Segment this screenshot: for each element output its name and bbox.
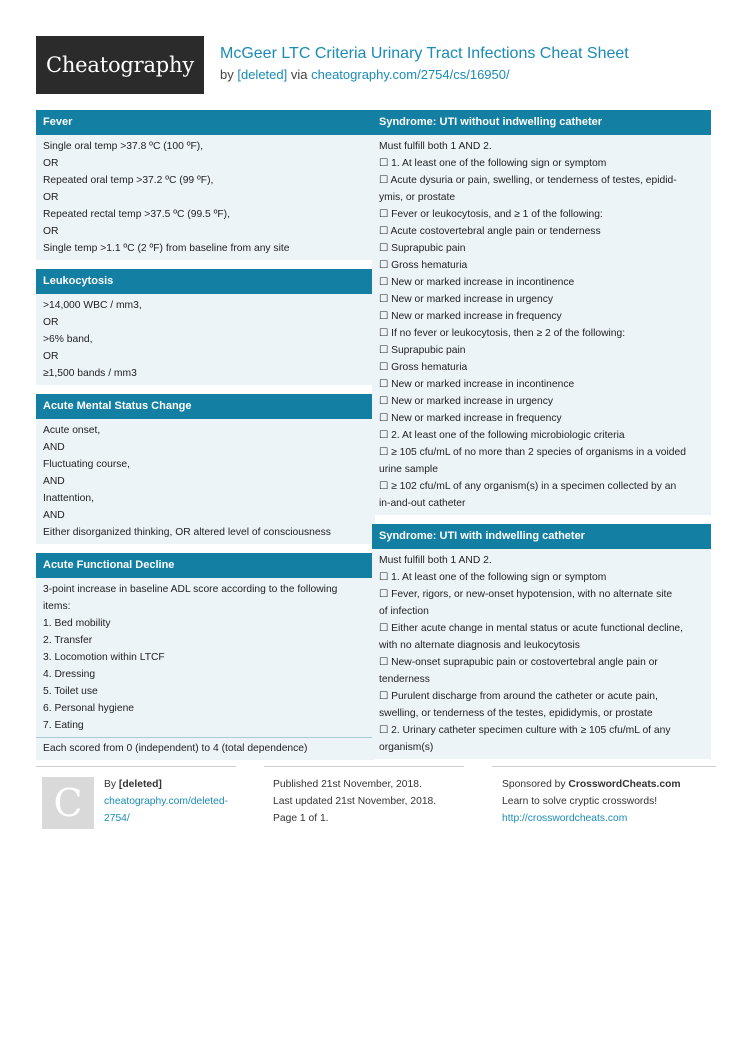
- section-body: [36, 294, 375, 385]
- section-line: in-and-out catheter: [379, 498, 466, 509]
- section-line: Either disorganized thinking, OR altered level of consciousness: [43, 527, 331, 538]
- footer-dates: [273, 776, 436, 827]
- section-line: ☐ Suprapubic pain: [379, 345, 466, 356]
- page-count: Page 1 of 1.: [273, 813, 329, 824]
- section-line: ☐ 1. At least one of the following sign or symptom: [379, 158, 607, 169]
- section-title: Acute Mental Status Change: [36, 394, 375, 419]
- footer-divider: [36, 766, 236, 767]
- section-line: ≥1,500 bands / mm3: [43, 368, 137, 379]
- footer-author-name[interactable]: [deleted]: [118, 779, 162, 790]
- footer-divider: [264, 766, 464, 767]
- section-line: Single oral temp >37.8 ºC (100 ºF),: [43, 141, 204, 152]
- author-link[interactable]: [deleted]: [237, 67, 288, 82]
- section-line: ☐ New or marked increase in incontinence: [379, 379, 575, 390]
- section-line: 7. Eating: [43, 720, 84, 731]
- section: [36, 394, 375, 544]
- section-body: [36, 135, 375, 260]
- author-avatar: C: [42, 777, 94, 829]
- section-line: 4. Dressing: [43, 669, 96, 680]
- section-line: ☐ Acute costovertebral angle pain or tenderness: [379, 226, 601, 237]
- section-line: >6% band,: [43, 334, 93, 345]
- section-line: ☐ Gross hematuria: [379, 260, 468, 271]
- section: [372, 524, 711, 759]
- section-line: organism(s): [379, 742, 434, 753]
- section-line: ☐ Gross hematuria: [379, 362, 468, 373]
- section-line: ☐ Fever, rigors, or new-onset hypotension, with no alternate site: [379, 589, 673, 600]
- page-header: [36, 36, 716, 94]
- section-line: ☐ New or marked increase in urgency: [379, 396, 554, 407]
- section-body: [36, 578, 375, 737]
- section-line: >14,000 WBC / mm3,: [43, 300, 142, 311]
- section-line: OR: [43, 317, 59, 328]
- section-line: Inattention,: [43, 493, 94, 504]
- section-line: Must fulfill both 1 AND 2.: [379, 141, 492, 152]
- section-line: 3. Locomotion within LTCF: [43, 652, 165, 663]
- left-column: [36, 110, 375, 769]
- section-line: ☐ New or marked increase in frequency: [379, 413, 562, 424]
- cheatography-logo[interactable]: Cheatography: [36, 36, 204, 94]
- section-body: [372, 549, 711, 759]
- sponsor-name[interactable]: CrosswordCheats.com: [568, 779, 681, 790]
- section-line: ymis, or prostate: [379, 192, 456, 203]
- section-line: 3-point increase in baseline ADL score according to the following: [43, 584, 338, 595]
- section-title: Syndrome: UTI without indwelling catheter: [372, 110, 711, 135]
- section-line: Repeated rectal temp >37.5 ºC (99.5 ºF),: [43, 209, 230, 220]
- sheet-url-link[interactable]: cheatography.com/2754/cs/16950/: [311, 67, 510, 82]
- section-line: 1. Bed mobility: [43, 618, 111, 629]
- section-line: ☐ 2. Urinary catheter specimen culture with ≥ 105 cfu/mL of any: [379, 725, 671, 736]
- section: [36, 110, 375, 260]
- section-line: Repeated oral temp >37.2 ºC (99 ºF),: [43, 175, 214, 186]
- section: [36, 269, 375, 385]
- section-line: ☐ 1. At least one of the following sign or symptom: [379, 572, 607, 583]
- section-line: 2. Transfer: [43, 635, 93, 646]
- section: [36, 553, 375, 760]
- section-line: ☐ New or marked increase in incontinence: [379, 277, 575, 288]
- section-line: Fluctuating course,: [43, 459, 130, 470]
- page-footer: [36, 766, 716, 836]
- section-line: ☐ ≥ 105 cfu/mL of no more than 2 species of organisms in a voided: [379, 447, 686, 458]
- section-line: items:: [43, 601, 71, 612]
- section-line: Single temp >1.1 ºC (2 ºF) from baseline from any site: [43, 243, 290, 254]
- section-body: [372, 135, 711, 515]
- section-footnote: Each scored from 0 (independent) to 4 (total dependence): [36, 737, 375, 760]
- section-line: ☐ Acute dysuria or pain, swelling, or tenderness of testes, epidid-: [379, 175, 677, 186]
- section-line: of infection: [379, 606, 429, 617]
- section-line: ☐ 2. At least one of the following microbiologic criteria: [379, 430, 625, 441]
- section-line: ☐ New-onset suprapubic pain or costovertebral angle pain or: [379, 657, 658, 668]
- footer-author-url[interactable]: cheatography.com/deleted-: [104, 796, 229, 807]
- footer-author-url-cont[interactable]: 2754/: [104, 813, 130, 824]
- footer-author: [104, 776, 228, 827]
- section-line: 6. Personal hygiene: [43, 703, 135, 714]
- published-date: Published 21st November, 2018.: [273, 779, 422, 790]
- section-line: Acute onset,: [43, 425, 101, 436]
- right-column: [372, 110, 711, 768]
- footer-by: By: [104, 779, 117, 790]
- sponsored-by-label: Sponsored by: [502, 779, 566, 790]
- sponsor-url[interactable]: http://crosswordcheats.com: [502, 813, 628, 824]
- updated-date: Last updated 21st November, 2018.: [273, 796, 437, 807]
- section-line: Must fulfill both 1 AND 2.: [379, 555, 492, 566]
- section-line: with no alternate diagnosis and leukocytosis: [379, 640, 580, 651]
- section-line: ☐ Purulent discharge from around the catheter or acute pain,: [379, 691, 658, 702]
- section-line: ☐ ≥ 102 cfu/mL of any organism(s) in a specimen collected by an: [379, 481, 677, 492]
- section-line: ☐ Either acute change in mental status or acute functional decline,: [379, 623, 684, 634]
- section-title: Fever: [36, 110, 375, 135]
- section-line: ☐ If no fever or leukocytosis, then ≥ 2 of the following:: [379, 328, 626, 339]
- section-line: OR: [43, 158, 59, 169]
- section-line: AND: [43, 442, 65, 453]
- section: [372, 110, 711, 515]
- byline-via: via: [290, 67, 308, 82]
- section-line: AND: [43, 476, 65, 487]
- byline: [220, 67, 510, 82]
- page-title[interactable]: McGeer LTC Criteria Urinary Tract Infections Cheat Sheet: [220, 45, 629, 62]
- sponsor-text: Learn to solve cryptic crosswords!: [502, 796, 658, 807]
- section-line: AND: [43, 510, 65, 521]
- section-line: ☐ Fever or leukocytosis, and ≥ 1 of the following:: [379, 209, 603, 220]
- section-line: OR: [43, 226, 59, 237]
- section-line: OR: [43, 192, 59, 203]
- section-line: urine sample: [379, 464, 438, 475]
- byline-by: by: [220, 67, 234, 82]
- section-body: [36, 419, 375, 544]
- section-line: ☐ New or marked increase in urgency: [379, 294, 554, 305]
- section-line: tenderness: [379, 674, 430, 685]
- section-line: 5. Toilet use: [43, 686, 98, 697]
- section-line: ☐ Suprapubic pain: [379, 243, 466, 254]
- section-line: OR: [43, 351, 59, 362]
- section-line: ☐ New or marked increase in frequency: [379, 311, 562, 322]
- section-title: Syndrome: UTI with indwelling catheter: [372, 524, 711, 549]
- section-line: swelling, or tenderness of the testes, epididymis, or prostate: [379, 708, 653, 719]
- footer-divider: [492, 766, 716, 767]
- footer-sponsor: [502, 776, 681, 827]
- section-title: Acute Functional Decline: [36, 553, 375, 578]
- section-title: Leukocytosis: [36, 269, 375, 294]
